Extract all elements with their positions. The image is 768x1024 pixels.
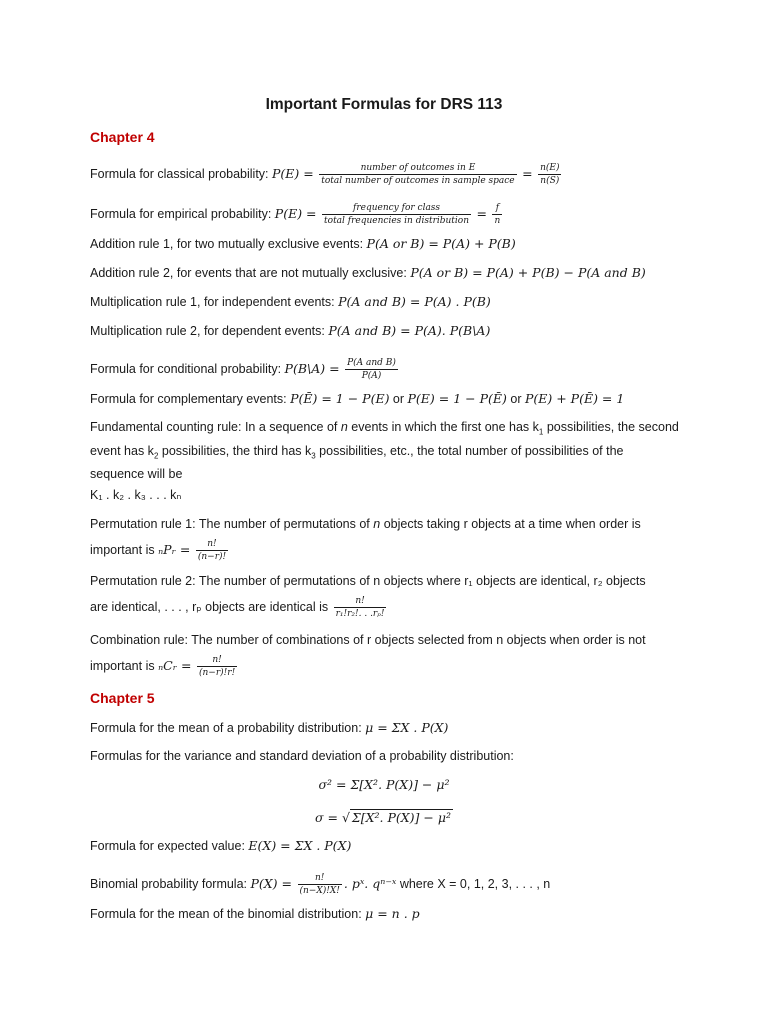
perm1-symbol: ₙPᵣ = xyxy=(158,541,191,557)
addition-rule-1 xyxy=(90,236,516,252)
expected-value-formula: E(X) = ΣX . P(X) xyxy=(248,838,352,853)
complementary-events-line xyxy=(90,391,624,407)
complementary-formula-2: P(E) = 1 − P(Ē) xyxy=(407,391,507,406)
permutation-rule-1-line-1 xyxy=(90,516,641,532)
empirical-numerator-short: f xyxy=(492,202,502,215)
conditional-lhs: P(B\A) = xyxy=(284,360,340,376)
conditional-numerator: P(A and B) xyxy=(347,358,396,368)
complementary-label: Formula for complementary events: xyxy=(90,392,291,406)
addition-rule-2 xyxy=(90,265,646,281)
fcr-sub-2: 2 xyxy=(153,451,159,460)
comb-symbol: ₙCᵣ = xyxy=(158,657,192,673)
classical-numerator: number of outcomes in E xyxy=(319,162,516,175)
multiplication-rule-1-label: Multiplication rule 1, for independent events: xyxy=(90,295,339,309)
complementary-or-2: or xyxy=(506,392,525,406)
perm2-text-2: are identical, . . . , rₚ objects are identical is xyxy=(90,599,332,614)
addition-rule-1-label: Addition rule 1, for two mutually exclusive events: xyxy=(90,237,367,251)
fcr-text-5: possibilities, etc., the total number of possibilities of the sequence will be xyxy=(90,443,624,481)
binomial-rest: . pˣ. qⁿ⁻ˣ xyxy=(343,875,397,891)
empirical-label: Formula for empirical probability: xyxy=(90,206,275,221)
classical-fraction xyxy=(319,162,516,187)
empirical-fraction xyxy=(322,202,471,227)
classical-numerator-short: n(E) xyxy=(540,163,560,173)
perm1-denominator: (n−r)! xyxy=(197,552,227,562)
classical-label: Formula for classical probability: xyxy=(90,166,273,181)
fcr-text-3: possibilities, the second event has k xyxy=(90,420,679,458)
addition-rule-2-label: Addition rule 2, for events that are not mutually exclusive: xyxy=(90,266,411,280)
binomial-numerator: n! xyxy=(298,872,342,885)
conditional-probability-line xyxy=(90,357,400,382)
empirical-denominator: total frequencies in distribution xyxy=(324,216,470,226)
conditional-denominator: P(A) xyxy=(361,371,382,381)
fcr-sub-3: 3 xyxy=(311,451,316,460)
variance-sd-label: Formulas for the variance and standard deviation of a probability distribution: xyxy=(90,749,514,763)
comb-numerator: n! xyxy=(197,654,237,667)
binomial-mean-label: Formula for the mean of the binomial distribution: xyxy=(90,907,366,921)
permutation-rule-2-line-1: Permutation rule 2: The number of permutations of n objects where r₁ objects are identical, r₂ objects xyxy=(90,574,646,588)
multiplication-rule-2-formula: P(A and B) = P(A). P(B\A) xyxy=(328,323,491,338)
empirical-lhs: P(E) = xyxy=(274,205,317,221)
binomial-probability-line xyxy=(90,872,550,897)
empirical-probability-line xyxy=(90,202,504,227)
standard-deviation-formula xyxy=(0,809,768,825)
mean-label: Formula for the mean of a probability distribution: xyxy=(90,721,366,735)
mean-formula: μ = ΣX . P(X) xyxy=(365,720,449,735)
binomial-denominator: (n−X)!X! xyxy=(299,886,340,896)
complementary-formula-1: P(Ē) = 1 − P(E) xyxy=(290,391,390,406)
binomial-fraction xyxy=(298,872,342,897)
binomial-mean-line xyxy=(90,906,420,922)
page-title: Important Formulas for DRS 113 xyxy=(265,96,503,113)
multiplication-rule-2-label: Multiplication rule 2, for dependent events: xyxy=(90,324,329,338)
conditional-fraction xyxy=(345,357,398,382)
fcr-text-1: Fundamental counting rule: In a sequence of xyxy=(90,420,341,434)
classical-lhs: P(E) = xyxy=(272,165,314,181)
fcr-text-4: possibilities, the third has k xyxy=(158,443,312,458)
binomial-mean-formula: μ = n . p xyxy=(365,906,420,921)
empirical-fraction-short xyxy=(492,202,502,227)
fcr-text-2: events in which the first one has k xyxy=(347,420,539,434)
perm1-numerator: n! xyxy=(196,538,228,551)
fundamental-counting-rule xyxy=(90,418,680,484)
comb-denominator: (n−r)!r! xyxy=(199,668,236,678)
fcr-n: n xyxy=(340,420,348,434)
conditional-label: Formula for conditional probability: xyxy=(90,361,285,376)
complementary-formula-3: P(E) + P(Ē) = 1 xyxy=(524,391,625,406)
complementary-or-1: or xyxy=(389,392,408,406)
perm1-text-3: important is xyxy=(90,542,159,557)
expected-value-label: Formula for expected value: xyxy=(90,839,249,853)
comb-text-2: important is xyxy=(90,658,159,673)
empirical-denominator-short: n xyxy=(494,216,501,226)
multiplication-rule-1 xyxy=(90,294,491,310)
perm2-denominator: r₁!r₂!. . .rₚ! xyxy=(335,609,385,619)
combination-rule-line-1: Combination rule: The number of combinations of r objects selected from n objects when order is not xyxy=(90,633,646,647)
perm1-fraction xyxy=(196,538,228,563)
classical-denominator: total number of outcomes in sample space xyxy=(321,176,515,186)
chapter-5-heading: Chapter 5 xyxy=(90,690,155,706)
combination-rule-line-2 xyxy=(90,654,239,679)
permutation-rule-2-line-2 xyxy=(90,595,388,620)
expected-value-line xyxy=(90,838,351,854)
sd-lhs: σ = √ xyxy=(315,810,350,825)
binomial-where: where X = 0, 1, 2, 3, . . . , n xyxy=(396,876,551,891)
binomial-lhs: P(X) = xyxy=(250,875,293,891)
permutation-rule-1-line-2 xyxy=(90,538,230,563)
perm2-numerator: n! xyxy=(334,595,387,608)
chapter-4-heading: Chapter 4 xyxy=(90,129,155,145)
variance-formula: σ² = Σ[X². P(X)] − μ² xyxy=(318,777,450,792)
addition-rule-2-formula: P(A or B) = P(A) + P(B) − P(A and B) xyxy=(410,265,646,280)
perm1-text-2: objects taking r objects at a time when order is xyxy=(380,517,641,531)
multiplication-rule-1-formula: P(A and B) = P(A) . P(B) xyxy=(338,294,491,309)
addition-rule-1-formula: P(A or B) = P(A) + P(B) xyxy=(366,236,516,251)
multiplication-rule-2 xyxy=(90,323,490,339)
comb-fraction xyxy=(197,654,237,679)
classical-equals: = xyxy=(522,165,533,181)
classical-probability-line xyxy=(90,162,563,187)
mean-probability-distribution xyxy=(90,720,448,736)
empirical-numerator: frequency for class xyxy=(322,202,471,215)
perm1-text-1: Permutation rule 1: The number of permutations of xyxy=(90,517,374,531)
fcr-sub-1: 1 xyxy=(538,427,544,437)
empirical-equals: = xyxy=(476,205,487,221)
perm1-n: n xyxy=(373,517,381,531)
sd-radicand: Σ[X². P(X)] − μ² xyxy=(351,810,451,825)
k-sequence: K₁ . k₂ . k₃ . . . kₙ xyxy=(90,488,182,502)
perm2-fraction xyxy=(334,595,387,620)
binomial-label: Binomial probability formula: xyxy=(90,876,251,891)
classical-fraction-short xyxy=(538,162,561,187)
classical-denominator-short: n(S) xyxy=(540,176,560,186)
